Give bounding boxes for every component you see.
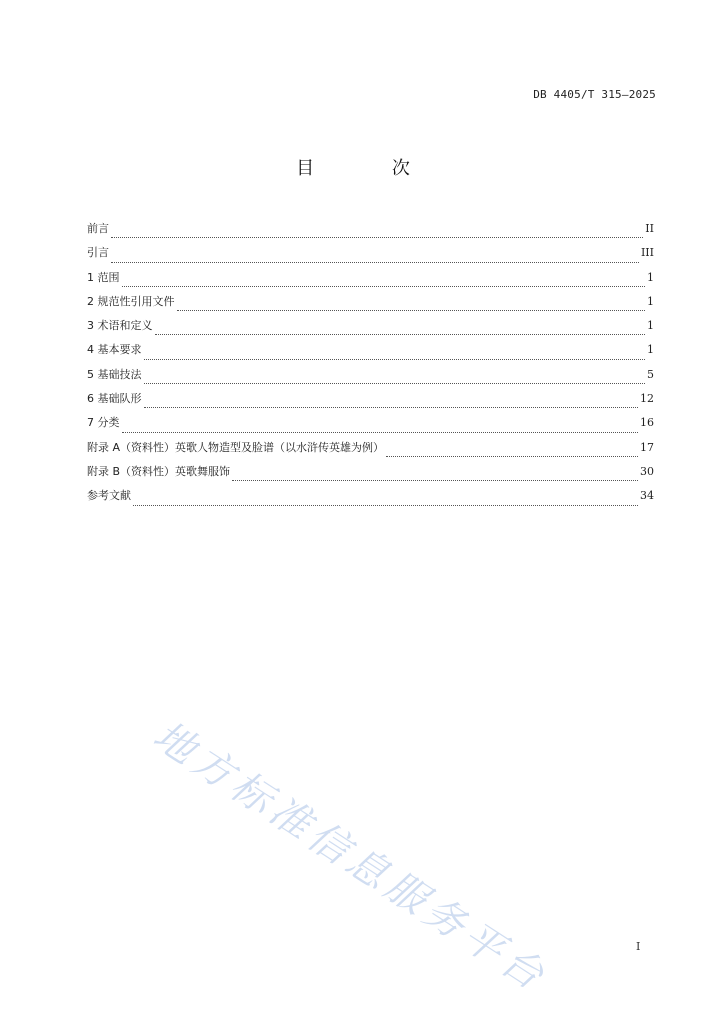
toc-entry-page: 1 [647, 343, 654, 357]
toc-list [87, 220, 654, 512]
toc-leader-dots [232, 479, 638, 481]
toc-entry-basic-techniques[interactable] [87, 366, 654, 390]
toc-leader-dots [122, 431, 639, 433]
toc-entry-appendix-a[interactable] [87, 439, 654, 463]
toc-entry-label: 附录 A（资料性）英歌人物造型及脸谱（以水浒传英雄为例） [87, 440, 385, 454]
toc-entry-introduction[interactable] [87, 244, 654, 268]
toc-entry-classification[interactable] [87, 414, 654, 438]
toc-entry-label: 前言 [87, 222, 109, 235]
toc-leader-dots [386, 455, 638, 457]
toc-entry-basic-formations[interactable] [87, 390, 654, 414]
toc-entry-page: II [645, 222, 654, 235]
toc-leader-dots [122, 285, 646, 287]
toc-entry-page: 1 [647, 319, 654, 333]
toc-entry-label: 4 基本要求 [87, 343, 142, 357]
toc-entry-label: 2 规范性引用文件 [87, 294, 175, 308]
toc-entry-scope[interactable] [87, 269, 654, 293]
toc-leader-dots [111, 236, 643, 238]
toc-leader-dots [177, 309, 646, 311]
toc-entry-page: 30 [640, 464, 654, 478]
toc-entry-label: 6 基础队形 [87, 392, 142, 406]
toc-entry-page: 34 [640, 489, 654, 503]
toc-entry-label: 7 分类 [87, 416, 120, 430]
toc-entry-label: 附录 B（资料性）英歌舞服饰 [87, 464, 231, 478]
toc-entry-label: 引言 [87, 246, 109, 260]
watermark-text: 地方标准信息服务平台 [145, 712, 556, 1002]
toc-entry-page: 12 [640, 392, 654, 406]
toc-leader-dots [144, 406, 639, 408]
toc-title: 目 次 [296, 158, 446, 179]
toc-entry-page: III [640, 246, 654, 260]
toc-leader-dots [133, 504, 638, 506]
toc-entry-basic-requirements[interactable] [87, 341, 654, 365]
toc-leader-dots [144, 382, 646, 384]
toc-entry-appendix-b[interactable] [87, 463, 654, 487]
document-code: DB 4405/T 315—2025 [533, 88, 656, 101]
toc-entry-page: 1 [647, 294, 654, 308]
toc-entry-page: 1 [647, 270, 654, 284]
toc-entry-foreword[interactable] [87, 220, 654, 244]
toc-entry-page: 5 [647, 367, 654, 381]
toc-entry-label: 5 基础技法 [87, 367, 142, 381]
toc-entry-normative-references[interactable] [87, 293, 654, 317]
toc-leader-dots [111, 261, 639, 263]
toc-entry-page: 17 [640, 440, 654, 454]
toc-leader-dots [155, 333, 646, 335]
toc-leader-dots [144, 358, 646, 360]
toc-entry-label: 参考文献 [87, 489, 131, 503]
toc-entry-label: 3 术语和定义 [87, 319, 153, 333]
toc-entry-terms-definitions[interactable] [87, 317, 654, 341]
page-number: I [636, 940, 641, 953]
toc-entry-page: 16 [640, 416, 654, 430]
toc-entry-label: 1 范围 [87, 270, 120, 284]
toc-entry-bibliography[interactable] [87, 487, 654, 511]
